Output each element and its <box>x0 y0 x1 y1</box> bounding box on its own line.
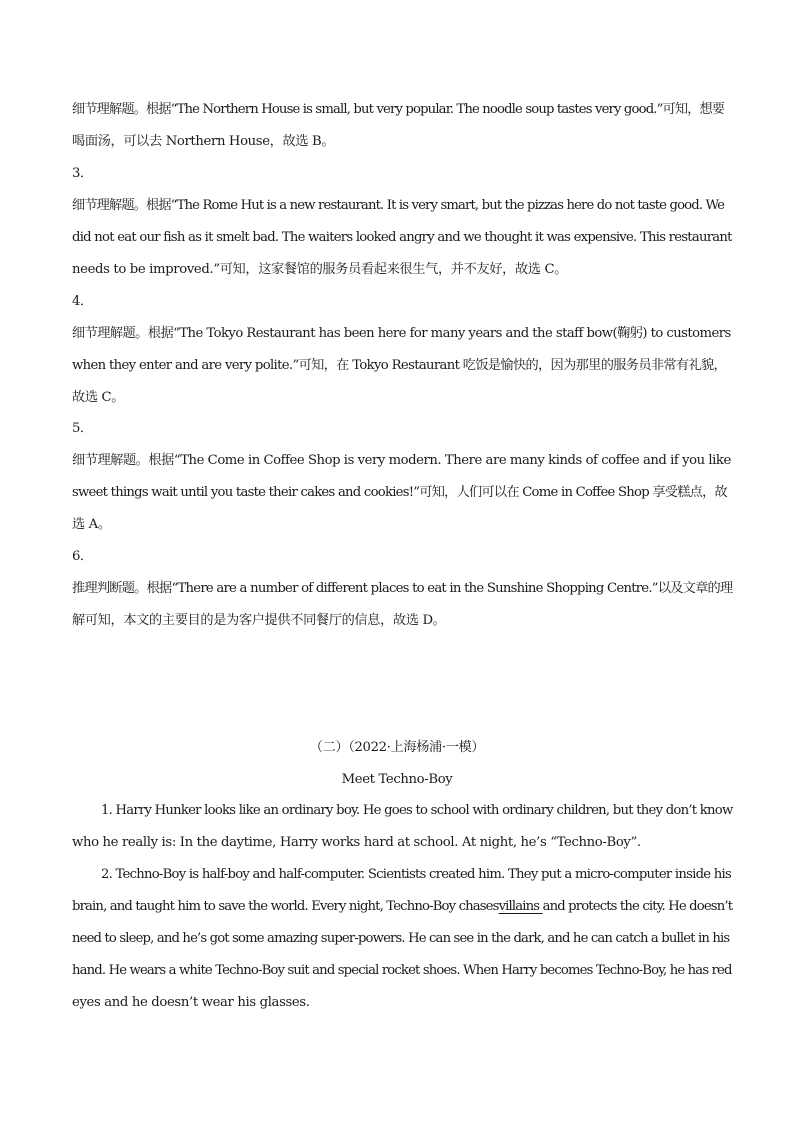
answer-4-line-2: when they enter and are very polite.”可知，在 Tokyo Restaurant 吃饭是愉快的，因为那里的服务员非常有礼貌， <box>72 358 727 373</box>
paragraph-2-line-5: eyes and he doesn’t wear his glasses. <box>72 995 310 1010</box>
answer-3-line-1: 细节理解题。根据“The Rome Hut is a new restaurant. It is very smart, but the pizzas here do not taste good. We <box>72 198 725 213</box>
answer-5-line-2: sweet things wait until you taste their cakes and cookies!”可知，人们可以在 Come in Coffee Shop 享受糕点，故 <box>72 485 727 500</box>
answer-3-line-2: did not eat our fish as it smelt bad. The waiters looked angry and we thought it was expensive. This restaurant <box>72 230 732 245</box>
question-number-4: 4． <box>72 294 93 309</box>
answer-4-line-1: 细节理解题。根据“The Tokyo Restaurant has been here for many years and the staff bow(鞠躬) to customers <box>72 326 731 341</box>
paragraph-2-line-1: 2. Techno-Boy is half-boy and half-computer. Scientists created him. They put a micro-computer inside his <box>101 867 731 882</box>
answer-6-line-1: 推理判断题。根据“There are a number of different places to eat in the Sunshine Shopping Centre.”以及文章的理 <box>72 581 733 596</box>
paragraph-2-line-2-rest: and protects the city. He doesn’t <box>542 899 733 914</box>
answer-5-line-3: 选 A。 <box>72 517 111 532</box>
section-heading: （二）（2022·上海杨浦·一模） <box>309 740 485 755</box>
answer-2-line-1: 细节理解题。根据“The Northern House is small, but very popular. The noodle soup tastes very good.”可知，想要 <box>72 102 725 117</box>
paragraph-1-line-2: who he really is: In the daytime, Harry works hard at school. At night, he’s “Techno-Boy”. <box>72 835 641 850</box>
question-number-6: 6． <box>72 549 93 564</box>
answer-3-line-3: needs to be improved.”可知，这家餐馆的服务员看起来很生气，并不友好，故选 C。 <box>72 262 568 277</box>
answer-6-line-2: 解可知，本文的主要目的是为客户提供不同餐厅的信息，故选 D。 <box>72 613 446 628</box>
paragraph-2-line-2-text: brain, and taught him to save the world. Every night, Techno-Boy chases <box>72 899 499 914</box>
question-number-5: 5． <box>72 421 93 436</box>
answer-4-line-3: 故选 C。 <box>72 390 125 405</box>
question-number-3: 3． <box>72 166 93 181</box>
paragraph-2-line-3: need to sleep, and he’s got some amazing super-powers. He can see in the dark, and he can catch a bullet in his <box>72 931 730 946</box>
underlined-word-villains: villains <box>498 899 543 914</box>
paragraph-2-line-2 <box>72 899 732 915</box>
paragraph-1-line-1: 1. Harry Hunker looks like an ordinary boy. He goes to school with ordinary children, but they don’t know <box>101 803 733 818</box>
answer-2-line-2: 喝面汤，可以去 Northern House，故选 B。 <box>72 134 335 149</box>
passage-title: Meet Techno-Boy <box>341 772 453 787</box>
answer-5-line-1: 细节理解题。根据“The Come in Coffee Shop is very modern. There are many kinds of coffee and if you like <box>72 453 731 468</box>
paragraph-2-line-4: hand. He wears a white Techno-Boy suit and special rocket shoes. When Harry becomes Techno-Boy, he has red <box>72 963 732 978</box>
